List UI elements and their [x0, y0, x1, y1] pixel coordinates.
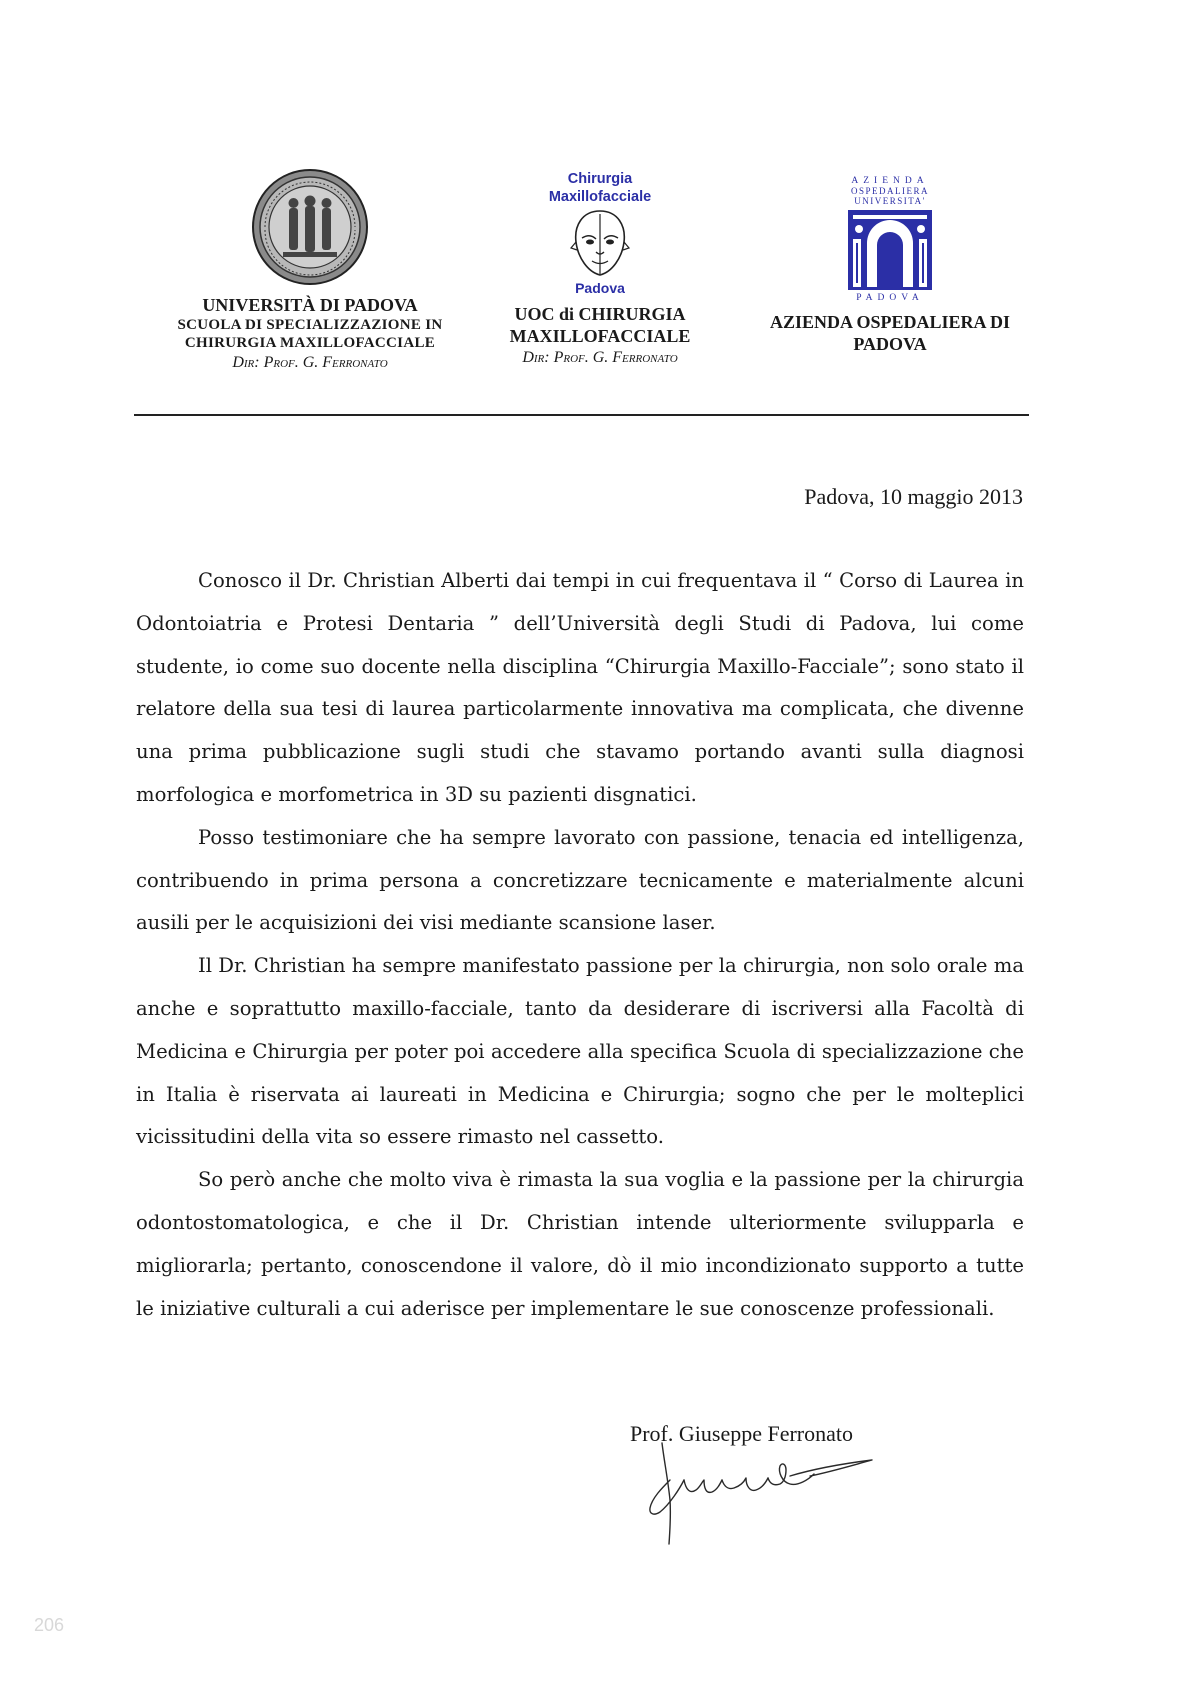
azienda-logo-line2: OSPEDALIERA: [850, 186, 929, 196]
azienda-logo: [845, 176, 935, 303]
azienda-name-line1: AZIENDA OSPEDALIERA DI: [769, 312, 1011, 332]
paragraph-3: Il Dr. Christian ha sempre manifestato passione per la chirurgia, non solo orale ma anche e soprattutto maxillo-facciale, tanto da desiderare di iscriversi alla Facoltà di Medicina e Chirurgia per poter poi accedere alla specifica Scuola di specializzazione che in Italia è riservata ai laureati in Medicina e Chirurgia; sogno che per le molteplici vicissitudini della vita so essere rimasto nel cassetto.: [136, 954, 1024, 1149]
signatory-name: Prof. Giuseppe Ferronato: [630, 1421, 854, 1446]
uoc-logo-line2: Maxillofacciale: [548, 189, 652, 205]
university-header: [140, 168, 480, 374]
uoc-logo-line1: Chirurgia: [567, 171, 633, 187]
school-line: SCUOLA DI SPECIALIZZAZIONE IN: [177, 317, 443, 333]
university-seal-icon: [251, 168, 369, 286]
letter-date: Padova, 10 maggio 2013: [804, 484, 1023, 509]
uoc-header: [480, 170, 720, 369]
hospital-arch-icon: [847, 209, 933, 291]
letter-body: [136, 560, 1024, 1330]
uoc-name-line2: MAXILLOFACCIALE: [509, 326, 691, 346]
page-number: 206: [34, 1615, 65, 1635]
azienda-header: [725, 176, 1055, 355]
university-director: Dir: Prof. G. Ferronato: [232, 354, 388, 371]
header-divider: [134, 414, 1029, 416]
azienda-logo-city: PADOVA: [856, 293, 924, 303]
paragraph-2: Posso testimoniare che ha sempre lavorato con passione, tenacia ed intelligenza, contribuendo in prima persona a concretizzare tecnicamente e materialmente alcuni ausili per le acquisizioni dei visi mediante scansione laser.: [136, 825, 1024, 935]
azienda-name-line2: PADOVA: [853, 334, 927, 354]
azienda-logo-line1: AZIENDA: [851, 176, 929, 186]
paragraph-4: So però anche che molto viva è rimasta la sua voglia e la passione per la chirurgia odontostomatologica, e che il Dr. Christian intende ulteriormente svilupparla e migliorarla; pertanto, conoscendone il valore, dò il mio incondizionato supporto a tutte le iniziative culturali a cui aderisce per implementare le sue conoscenze professionali.: [136, 1168, 1024, 1320]
school-department: CHIRURGIA MAXILLOFACCIALE: [184, 335, 436, 351]
uoc-logo-city: Padova: [575, 280, 625, 296]
university-name: UNIVERSITÀ DI PADOVA: [202, 295, 418, 315]
handwritten-signature: [640, 1440, 890, 1550]
paragraph-1: Conosco il Dr. Christian Alberti dai tempi in cui frequentava il “ Corso di Laurea in Odontoiatria e Protesi Dentaria ” dell’Università degli Studi di Padova, lui come studente, io come suo docente nella disciplina “Chirurgia Maxillo-Facciale”; sono stato il relatore della sua tesi di laurea particolarmente innovativa ma complicata, che divenne una prima pubblicazione sugli studi che stavamo portando avanti sulla diagnosi morfologica e morfometrica in 3D su pazienti disgnatici.: [136, 569, 1024, 806]
uoc-director: Dir: Prof. G. Ferronato: [522, 349, 678, 366]
uoc-name-line1: UOC di CHIRURGIA: [514, 304, 686, 324]
azienda-logo-line3: UNIVERSITA': [854, 196, 926, 206]
maxillofacial-face-icon: [568, 208, 632, 278]
